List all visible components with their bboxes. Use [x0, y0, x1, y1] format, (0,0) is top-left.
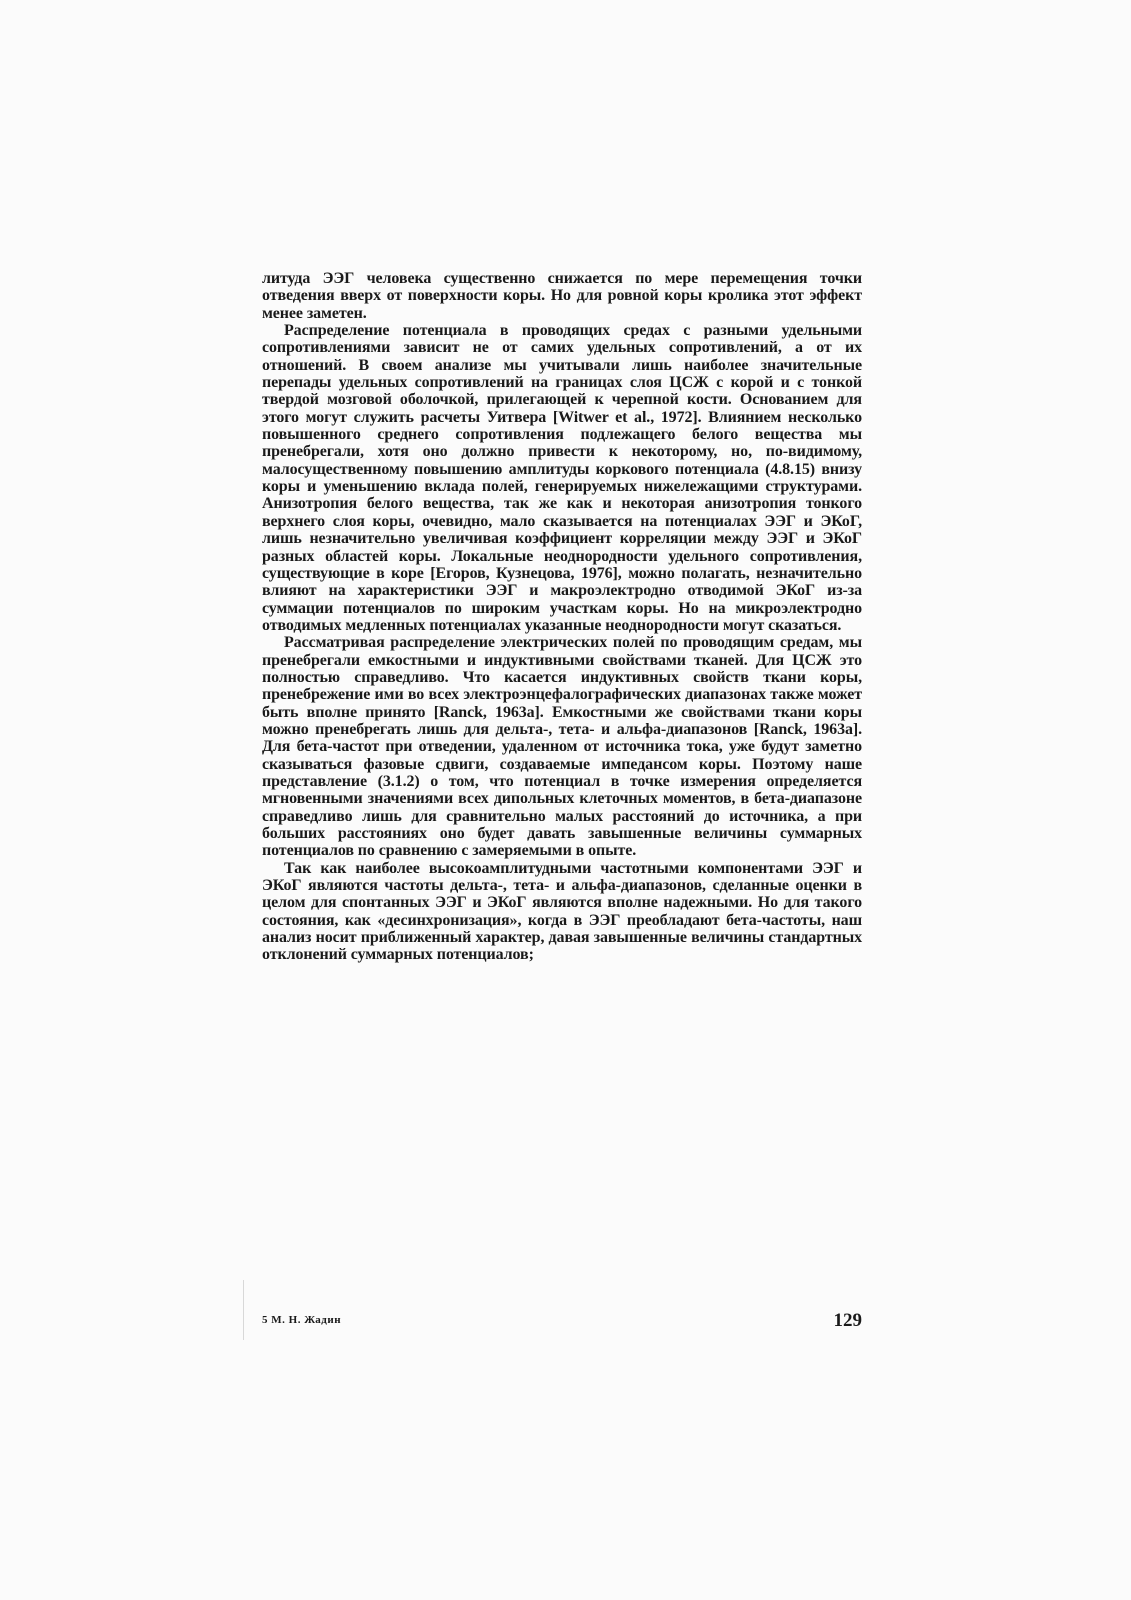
body-text [262, 270, 862, 964]
page-number: 129 [833, 1310, 862, 1331]
paragraph-3: Рассматривая распределение электрических полей по проводящим средам, мы пренебрегали емкостными и индуктивными свойствами тканей. Для ЦСЖ это полностью справедливо. Что касается индуктивных свойств ткани коры, пренебрежение ими во всех электроэнцефалографических диапазонах также может быть вполне принято [Ranck, 1963a]. Емкостными же свойствами ткани коры можно пренебрегать лишь для дельта-, тета- и альфа-диапазонов [Ranck, 1963a]. Для бета-частот при отведении, удаленном от источника тока, уже будут заметно сказываться фазовые сдвиги, создаваемые импедансом коры. Поэтому наше представление (3.1.2) о том, что потенциал в точке измерения определяется мгновенными значениями всех дипольных клеточных моментов, в бета-диапазоне справедливо лишь для сравнительно малых расстояний до источника, а при больших расстояниях оно будет давать завышенные величины суммарных потенциалов по сравнению с замеряемыми в опыте. [262, 634, 862, 860]
paragraph-2: Распределение потенциала в проводящих средах с разными удельными сопротивлениями зависит не от самих удельных сопротивлений, а от их отношений. В своем анализе мы учитывали лишь наиболее значительные перепады удельных сопротивлений на границах слоя ЦСЖ с корой и с тонкой твердой мозговой оболочкой, прилегающей к черепной кости. Основанием для этого могут служить расчеты Уитвера [Witwer et al., 1972]. Влиянием несколько повышенного среднего сопротивления подлежащего белого вещества мы пренебрегали, хотя оно должно привести к некоторому, но, по-видимому, малосущественному повышению амплитуды коркового потенциала (4.8.15) внизу коры и уменьшению вклада полей, генерируемых нижележащими структурами. Анизотропия белого вещества, так же как и некоторая анизотропия тонкого верхнего слоя коры, очевидно, мало сказывается на потенциалах ЭЭГ и ЭКоГ, лишь незначительно увеличивая коэффициент корреляции между ЭЭГ и ЭКоГ разных областей коры. Локальные неоднородности удельного сопротивления, существующие в коре [Егоров, Кузнецова, 1976], можно полагать, незначительно влияют на характеристики ЭЭГ и макроэлектродно отводимой ЭКоГ из-за суммации потенциалов по широким участкам коры. Но на микроэлектродно отводимых медленных потенциалах указанные неоднородности могут сказаться. [262, 322, 862, 634]
paragraph-4: Так как наиболее высокоамплитудными частотными компонентами ЭЭГ и ЭКоГ являются частоты дельта-, тета- и альфа-диапазонов, сделанные оценки в целом для спонтанных ЭЭГ и ЭКоГ являются вполне надежными. Но для такого состояния, как «десинхронизация», когда в ЭЭГ преобладают бета-частоты, наш анализ носит приближенный характер, давая завышенные величины стандартных отклонений суммарных потенциалов; [262, 859, 862, 964]
page-edge-mark [243, 1280, 244, 1340]
page-footer [262, 1310, 862, 1334]
printer-signature: 5 М. Н. Жадин [262, 1314, 342, 1326]
paragraph-1: литуда ЭЭГ человека существенно снижается по мере перемещения точки отведения вверх от поверхности коры. Но для ровной коры кролика этот эффект менее заметен. [262, 270, 862, 322]
